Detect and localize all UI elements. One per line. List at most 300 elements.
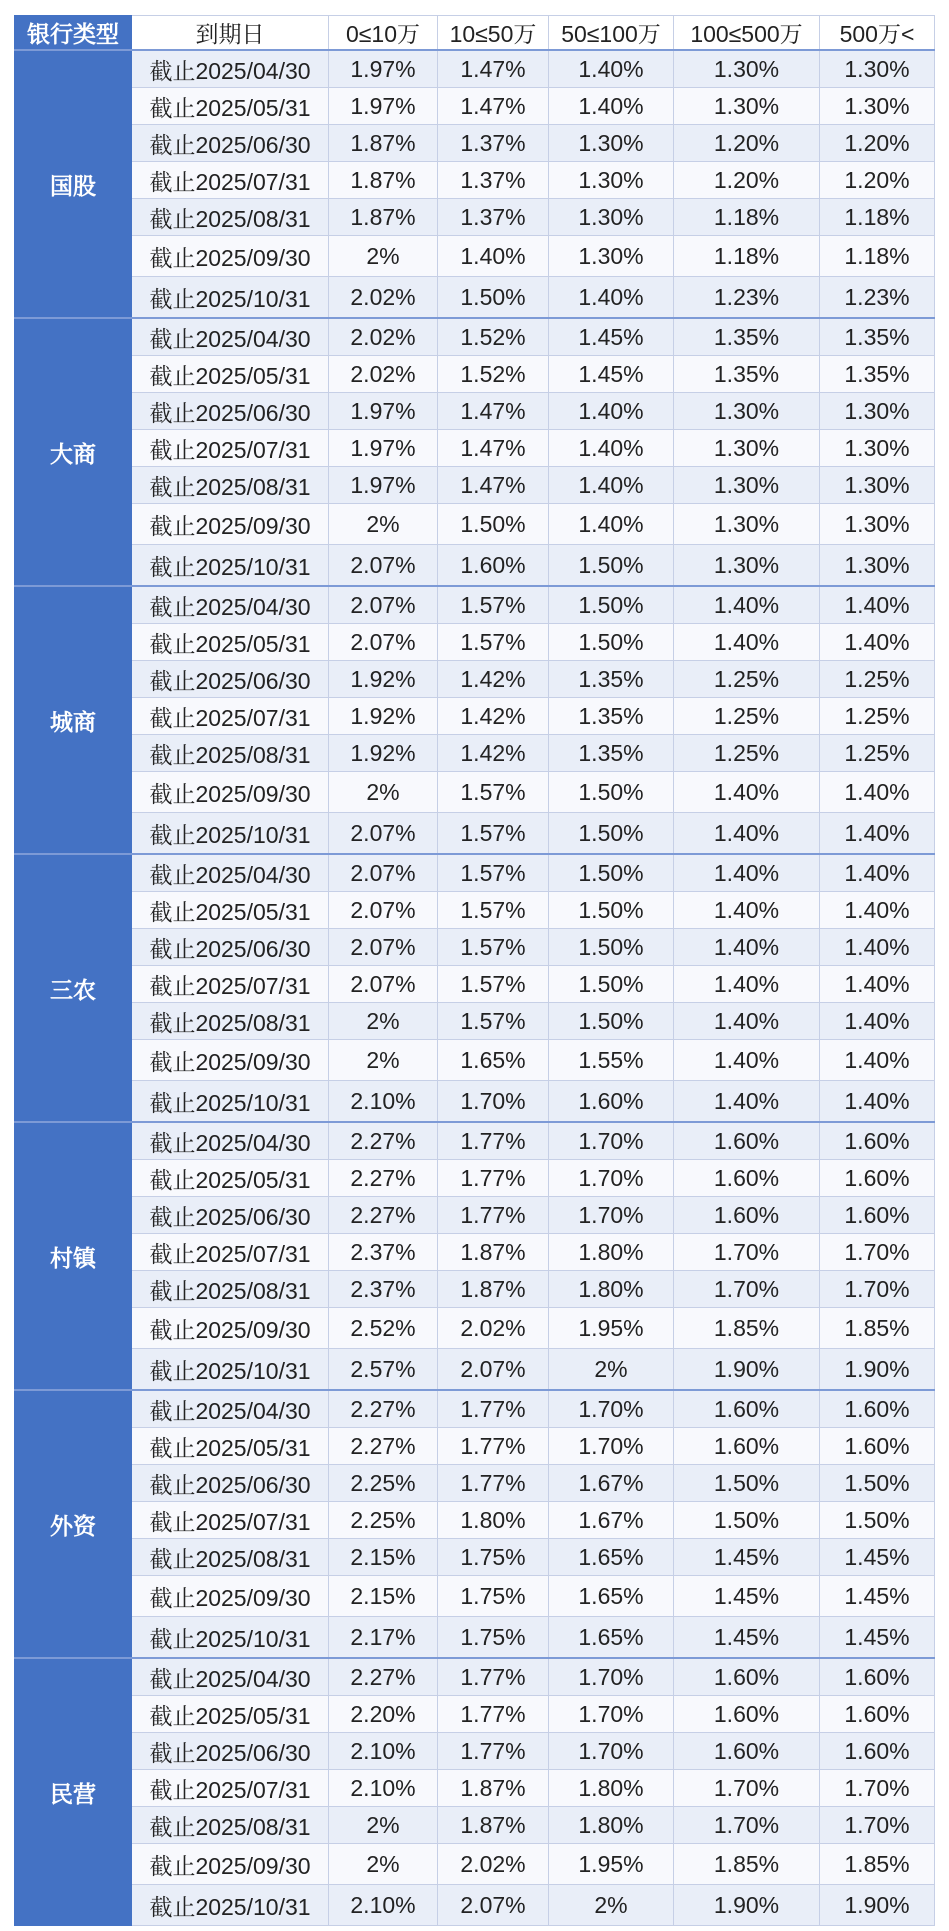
rate-cell: 1.57% xyxy=(438,813,549,855)
table-row xyxy=(15,1234,935,1271)
maturity-date-cell: 截止2025/06/30 xyxy=(132,1465,329,1502)
table-row xyxy=(15,1003,935,1040)
maturity-date-cell: 截止2025/05/31 xyxy=(132,88,329,125)
maturity-date-cell: 截止2025/04/30 xyxy=(132,854,329,892)
rate-cell: 1.57% xyxy=(438,772,549,813)
rate-cell: 1.18% xyxy=(674,236,820,277)
bank-group xyxy=(15,50,935,318)
rate-cell: 1.60% xyxy=(674,1696,820,1733)
rate-cell: 1.70% xyxy=(820,1234,935,1271)
rate-cell: 1.40% xyxy=(820,1081,935,1123)
rate-cell: 2% xyxy=(329,1844,438,1885)
bank-type-cell: 城商 xyxy=(15,586,132,854)
maturity-date-cell: 截止2025/06/30 xyxy=(132,1197,329,1234)
table-row xyxy=(15,1576,935,1617)
rate-cell: 1.57% xyxy=(438,1003,549,1040)
rate-cell: 1.87% xyxy=(329,162,438,199)
rate-cell: 1.65% xyxy=(549,1617,674,1659)
rate-cell: 1.70% xyxy=(549,1390,674,1428)
rate-cell: 1.25% xyxy=(674,661,820,698)
rate-cell: 1.30% xyxy=(820,50,935,88)
rate-cell: 1.85% xyxy=(674,1308,820,1349)
rate-cell: 1.50% xyxy=(549,624,674,661)
rate-cell: 1.70% xyxy=(438,1081,549,1123)
maturity-date-cell: 截止2025/07/31 xyxy=(132,430,329,467)
maturity-date-cell: 截止2025/09/30 xyxy=(132,1844,329,1885)
rate-cell: 1.50% xyxy=(549,966,674,1003)
rate-cell: 1.25% xyxy=(674,698,820,735)
rate-cell: 1.65% xyxy=(549,1576,674,1617)
rate-cell: 1.37% xyxy=(438,162,549,199)
header-tier-500-plus: 500万< xyxy=(820,16,935,51)
rate-cell: 1.60% xyxy=(820,1658,935,1696)
rate-cell: 1.23% xyxy=(674,277,820,319)
maturity-date-cell: 截止2025/07/31 xyxy=(132,698,329,735)
rate-cell: 1.85% xyxy=(820,1844,935,1885)
rate-cell: 1.67% xyxy=(549,1502,674,1539)
rate-cell: 1.47% xyxy=(438,50,549,88)
maturity-date-cell: 截止2025/05/31 xyxy=(132,892,329,929)
rate-cell: 1.40% xyxy=(549,88,674,125)
rate-cell: 1.70% xyxy=(674,1770,820,1807)
rate-cell: 1.77% xyxy=(438,1696,549,1733)
rate-cell: 2.02% xyxy=(438,1308,549,1349)
maturity-date-cell: 截止2025/06/30 xyxy=(132,661,329,698)
rate-cell: 1.60% xyxy=(820,1160,935,1197)
table-row xyxy=(15,125,935,162)
rate-cell: 1.37% xyxy=(438,125,549,162)
table-row xyxy=(15,1885,935,1926)
rate-cell: 1.80% xyxy=(438,1502,549,1539)
table-row xyxy=(15,50,935,88)
rate-cell: 1.20% xyxy=(820,162,935,199)
rate-cell: 1.60% xyxy=(820,1696,935,1733)
table-row xyxy=(15,1271,935,1308)
bank-group xyxy=(15,318,935,586)
rate-cell: 1.52% xyxy=(438,356,549,393)
maturity-date-cell: 截止2025/05/31 xyxy=(132,1428,329,1465)
rate-cell: 1.52% xyxy=(438,318,549,356)
maturity-date-cell: 截止2025/05/31 xyxy=(132,1696,329,1733)
table-row xyxy=(15,813,935,855)
rate-cell: 1.40% xyxy=(674,854,820,892)
rate-cell: 2.07% xyxy=(329,813,438,855)
table-row xyxy=(15,1308,935,1349)
table-row xyxy=(15,735,935,772)
table-row xyxy=(15,1658,935,1696)
rate-cell: 1.35% xyxy=(674,318,820,356)
rate-cell: 2% xyxy=(329,772,438,813)
table-row xyxy=(15,393,935,430)
table-row xyxy=(15,929,935,966)
rate-cell: 1.80% xyxy=(549,1770,674,1807)
bank-type-cell: 三农 xyxy=(15,854,132,1122)
rate-cell: 2.07% xyxy=(329,892,438,929)
rate-cell: 1.20% xyxy=(820,125,935,162)
rate-cell: 2.07% xyxy=(329,966,438,1003)
maturity-date-cell: 截止2025/04/30 xyxy=(132,1122,329,1160)
rate-cell: 1.40% xyxy=(820,1003,935,1040)
maturity-date-cell: 截止2025/04/30 xyxy=(132,1390,329,1428)
table-row xyxy=(15,277,935,319)
rate-cell: 1.60% xyxy=(674,1122,820,1160)
maturity-date-cell: 截止2025/09/30 xyxy=(132,772,329,813)
rate-cell: 1.30% xyxy=(820,88,935,125)
rate-cell: 1.77% xyxy=(438,1122,549,1160)
rate-cell: 1.35% xyxy=(549,661,674,698)
rate-cell: 1.30% xyxy=(674,393,820,430)
rate-cell: 1.50% xyxy=(549,929,674,966)
rate-cell: 1.75% xyxy=(438,1539,549,1576)
maturity-date-cell: 截止2025/06/30 xyxy=(132,393,329,430)
rate-cell: 1.37% xyxy=(438,199,549,236)
rate-cell: 1.55% xyxy=(549,1040,674,1081)
rate-cell: 1.40% xyxy=(674,624,820,661)
rate-cell: 1.30% xyxy=(549,125,674,162)
rate-cell: 1.60% xyxy=(438,545,549,587)
rate-cell: 1.50% xyxy=(674,1465,820,1502)
rate-cell: 1.23% xyxy=(820,277,935,319)
rate-cell: 1.45% xyxy=(674,1576,820,1617)
rate-cell: 1.40% xyxy=(820,854,935,892)
table-row xyxy=(15,1770,935,1807)
table-row xyxy=(15,854,935,892)
maturity-date-cell: 截止2025/10/31 xyxy=(132,1885,329,1926)
rate-cell: 2% xyxy=(329,1040,438,1081)
rate-cell: 1.30% xyxy=(820,393,935,430)
rate-cell: 1.50% xyxy=(438,277,549,319)
rate-cell: 1.40% xyxy=(820,1040,935,1081)
table-row xyxy=(15,430,935,467)
rate-cell: 1.50% xyxy=(438,504,549,545)
rate-cell: 1.35% xyxy=(820,318,935,356)
table-row xyxy=(15,1428,935,1465)
rate-cell: 1.77% xyxy=(438,1390,549,1428)
maturity-date-cell: 截止2025/05/31 xyxy=(132,1160,329,1197)
bank-group xyxy=(15,586,935,854)
rate-cell: 1.70% xyxy=(820,1271,935,1308)
rate-cell: 1.47% xyxy=(438,467,549,504)
rate-cell: 1.18% xyxy=(674,199,820,236)
table-row xyxy=(15,1502,935,1539)
rate-cell: 1.90% xyxy=(674,1885,820,1926)
bank-group xyxy=(15,1658,935,1926)
table-row xyxy=(15,1696,935,1733)
rate-cell: 1.97% xyxy=(329,430,438,467)
bank-type-cell: 民营 xyxy=(15,1658,132,1926)
rate-cell: 1.97% xyxy=(329,50,438,88)
table-row xyxy=(15,545,935,587)
rate-cell: 1.87% xyxy=(438,1234,549,1271)
rate-cell: 1.87% xyxy=(329,125,438,162)
maturity-date-cell: 截止2025/06/30 xyxy=(132,125,329,162)
rate-cell: 1.90% xyxy=(674,1349,820,1391)
rate-cell: 1.20% xyxy=(674,125,820,162)
rate-cell: 1.18% xyxy=(820,199,935,236)
rate-cell: 1.60% xyxy=(674,1197,820,1234)
rate-cell: 1.60% xyxy=(820,1733,935,1770)
bank-group xyxy=(15,854,935,1122)
rate-cell: 2.52% xyxy=(329,1308,438,1349)
rate-cell: 1.92% xyxy=(329,661,438,698)
rate-cell: 1.50% xyxy=(820,1465,935,1502)
rate-cell: 1.30% xyxy=(674,430,820,467)
rate-cell: 2.07% xyxy=(329,586,438,624)
table-row xyxy=(15,356,935,393)
maturity-date-cell: 截止2025/08/31 xyxy=(132,1003,329,1040)
rate-cell: 1.70% xyxy=(549,1197,674,1234)
rate-cell: 2.37% xyxy=(329,1234,438,1271)
rate-cell: 1.57% xyxy=(438,854,549,892)
rate-cell: 2.27% xyxy=(329,1197,438,1234)
maturity-date-cell: 截止2025/08/31 xyxy=(132,735,329,772)
maturity-date-cell: 截止2025/10/31 xyxy=(132,1617,329,1659)
rate-cell: 1.50% xyxy=(549,854,674,892)
rate-cell: 2.27% xyxy=(329,1122,438,1160)
maturity-date-cell: 截止2025/08/31 xyxy=(132,1271,329,1308)
header-tier-50-100: 50≤100万 xyxy=(549,16,674,51)
rate-cell: 1.45% xyxy=(674,1539,820,1576)
rate-cell: 1.30% xyxy=(820,430,935,467)
header-tier-0-10: 0≤10万 xyxy=(329,16,438,51)
maturity-date-cell: 截止2025/07/31 xyxy=(132,1502,329,1539)
maturity-date-cell: 截止2025/10/31 xyxy=(132,1349,329,1391)
table-row xyxy=(15,624,935,661)
rate-cell: 1.65% xyxy=(438,1040,549,1081)
maturity-date-cell: 截止2025/07/31 xyxy=(132,966,329,1003)
rate-cell: 1.60% xyxy=(820,1122,935,1160)
rate-cell: 1.42% xyxy=(438,698,549,735)
rate-cell: 1.87% xyxy=(329,199,438,236)
rate-cell: 1.70% xyxy=(820,1807,935,1844)
rate-cell: 1.30% xyxy=(549,162,674,199)
rate-cell: 1.57% xyxy=(438,624,549,661)
maturity-date-cell: 截止2025/10/31 xyxy=(132,1081,329,1123)
header-row xyxy=(15,16,935,51)
maturity-date-cell: 截止2025/06/30 xyxy=(132,1733,329,1770)
rate-cell: 1.40% xyxy=(820,966,935,1003)
rate-cell: 2.27% xyxy=(329,1428,438,1465)
table-row xyxy=(15,1539,935,1576)
maturity-date-cell: 截止2025/07/31 xyxy=(132,1770,329,1807)
rate-cell: 1.40% xyxy=(674,1040,820,1081)
table-row xyxy=(15,1733,935,1770)
rate-cell: 1.45% xyxy=(820,1539,935,1576)
rate-cell: 1.30% xyxy=(674,88,820,125)
table-row xyxy=(15,1349,935,1391)
rate-cell: 1.45% xyxy=(674,1617,820,1659)
rate-cell: 1.40% xyxy=(674,966,820,1003)
bank-group xyxy=(15,1390,935,1658)
rate-cell: 1.40% xyxy=(674,892,820,929)
rate-cell: 1.60% xyxy=(674,1658,820,1696)
rate-cell: 2.02% xyxy=(329,318,438,356)
rate-cell: 1.45% xyxy=(549,356,674,393)
rate-cell: 2.10% xyxy=(329,1885,438,1926)
rate-cell: 2.37% xyxy=(329,1271,438,1308)
rate-cell: 1.60% xyxy=(820,1428,935,1465)
rate-cell: 1.50% xyxy=(674,1502,820,1539)
maturity-date-cell: 截止2025/05/31 xyxy=(132,624,329,661)
rate-cell: 1.65% xyxy=(549,1539,674,1576)
rate-cell: 1.92% xyxy=(329,698,438,735)
rate-cell: 1.60% xyxy=(820,1197,935,1234)
table-row xyxy=(15,1844,935,1885)
header-tier-10-50: 10≤50万 xyxy=(438,16,549,51)
rate-cell: 1.30% xyxy=(674,467,820,504)
header-maturity-date: 到期日 xyxy=(132,16,329,51)
rate-cell: 2.15% xyxy=(329,1539,438,1576)
rate-cell: 1.95% xyxy=(549,1308,674,1349)
rate-cell: 1.70% xyxy=(549,1733,674,1770)
rate-cell: 1.30% xyxy=(674,504,820,545)
rate-cell: 1.30% xyxy=(549,199,674,236)
bank-group xyxy=(15,1122,935,1390)
rate-cell: 1.30% xyxy=(674,545,820,587)
table-row xyxy=(15,1081,935,1123)
rate-cell: 1.40% xyxy=(674,586,820,624)
rate-cell: 1.60% xyxy=(674,1390,820,1428)
table-row xyxy=(15,661,935,698)
rate-cell: 2% xyxy=(329,504,438,545)
rate-table xyxy=(14,15,935,1926)
rate-cell: 1.40% xyxy=(820,929,935,966)
rate-cell: 1.50% xyxy=(820,1502,935,1539)
rate-cell: 1.80% xyxy=(549,1271,674,1308)
rate-cell: 1.70% xyxy=(674,1271,820,1308)
rate-cell: 1.30% xyxy=(820,545,935,587)
table-row xyxy=(15,1465,935,1502)
maturity-date-cell: 截止2025/04/30 xyxy=(132,586,329,624)
rate-cell: 1.90% xyxy=(820,1349,935,1391)
rate-cell: 2.07% xyxy=(329,624,438,661)
rate-cell: 1.60% xyxy=(674,1428,820,1465)
rate-cell: 1.85% xyxy=(674,1844,820,1885)
rate-cell: 1.40% xyxy=(674,772,820,813)
rate-cell: 1.35% xyxy=(549,735,674,772)
rate-cell: 1.92% xyxy=(329,735,438,772)
rate-cell: 2.07% xyxy=(438,1349,549,1391)
bank-type-cell: 国股 xyxy=(15,50,132,318)
rate-cell: 2% xyxy=(329,236,438,277)
rate-cell: 2.27% xyxy=(329,1390,438,1428)
bank-type-cell: 外资 xyxy=(15,1390,132,1658)
rate-cell: 1.40% xyxy=(820,772,935,813)
rate-cell: 1.70% xyxy=(549,1160,674,1197)
maturity-date-cell: 截止2025/05/31 xyxy=(132,356,329,393)
table-row xyxy=(15,1197,935,1234)
rate-cell: 1.67% xyxy=(549,1465,674,1502)
rate-cell: 1.60% xyxy=(674,1733,820,1770)
rate-cell: 1.40% xyxy=(674,929,820,966)
rate-cell: 1.50% xyxy=(549,772,674,813)
rate-cell: 1.60% xyxy=(549,1081,674,1123)
rate-cell: 1.70% xyxy=(674,1807,820,1844)
rate-cell: 2% xyxy=(329,1003,438,1040)
maturity-date-cell: 截止2025/04/30 xyxy=(132,318,329,356)
rate-cell: 2.20% xyxy=(329,1696,438,1733)
rate-cell: 2.10% xyxy=(329,1733,438,1770)
rate-cell: 1.90% xyxy=(820,1885,935,1926)
rate-cell: 1.70% xyxy=(549,1658,674,1696)
table-row xyxy=(15,1617,935,1659)
maturity-date-cell: 截止2025/04/30 xyxy=(132,50,329,88)
rate-cell: 1.80% xyxy=(549,1807,674,1844)
table-row xyxy=(15,199,935,236)
rate-cell: 1.77% xyxy=(438,1428,549,1465)
rate-cell: 1.57% xyxy=(438,892,549,929)
rate-cell: 2.02% xyxy=(438,1844,549,1885)
rate-cell: 1.70% xyxy=(549,1122,674,1160)
rate-cell: 2.07% xyxy=(329,929,438,966)
rate-cell: 1.42% xyxy=(438,661,549,698)
rate-cell: 1.77% xyxy=(438,1197,549,1234)
rate-cell: 2.15% xyxy=(329,1576,438,1617)
rate-cell: 1.60% xyxy=(820,1390,935,1428)
rate-cell: 1.75% xyxy=(438,1617,549,1659)
rate-cell: 1.77% xyxy=(438,1465,549,1502)
rate-cell: 1.40% xyxy=(549,467,674,504)
maturity-date-cell: 截止2025/07/31 xyxy=(132,162,329,199)
rate-cell: 1.25% xyxy=(820,661,935,698)
rate-cell: 2.27% xyxy=(329,1160,438,1197)
table-row xyxy=(15,698,935,735)
rate-cell: 1.40% xyxy=(549,277,674,319)
rate-cell: 2.25% xyxy=(329,1465,438,1502)
rate-cell: 1.20% xyxy=(674,162,820,199)
rate-cell: 1.35% xyxy=(820,356,935,393)
maturity-date-cell: 截止2025/09/30 xyxy=(132,1308,329,1349)
rate-cell: 1.40% xyxy=(549,50,674,88)
rate-cell: 1.40% xyxy=(674,813,820,855)
rate-cell: 2.07% xyxy=(329,854,438,892)
rate-cell: 1.25% xyxy=(820,735,935,772)
maturity-date-cell: 截止2025/10/31 xyxy=(132,277,329,319)
table-row xyxy=(15,467,935,504)
rate-cell: 1.25% xyxy=(674,735,820,772)
rate-cell: 1.77% xyxy=(438,1733,549,1770)
rate-cell: 1.97% xyxy=(329,88,438,125)
rate-cell: 1.97% xyxy=(329,467,438,504)
rate-cell: 1.25% xyxy=(820,698,935,735)
rate-cell: 2.27% xyxy=(329,1658,438,1696)
table-row xyxy=(15,88,935,125)
rate-cell: 2% xyxy=(549,1885,674,1926)
rate-cell: 1.50% xyxy=(549,892,674,929)
rate-cell: 1.75% xyxy=(438,1576,549,1617)
rate-cell: 1.50% xyxy=(549,586,674,624)
rate-cell: 1.18% xyxy=(820,236,935,277)
rate-cell: 1.30% xyxy=(820,504,935,545)
rate-cell: 1.40% xyxy=(820,586,935,624)
table-row xyxy=(15,772,935,813)
rate-cell: 1.47% xyxy=(438,430,549,467)
rate-cell: 1.50% xyxy=(549,545,674,587)
maturity-date-cell: 截止2025/09/30 xyxy=(132,1040,329,1081)
rate-table-container xyxy=(14,15,934,1926)
header-bank-type: 银行类型 xyxy=(15,16,132,51)
rate-cell: 1.47% xyxy=(438,393,549,430)
maturity-date-cell: 截止2025/08/31 xyxy=(132,199,329,236)
bank-type-cell: 村镇 xyxy=(15,1122,132,1390)
rate-cell: 1.70% xyxy=(820,1770,935,1807)
rate-cell: 1.85% xyxy=(820,1308,935,1349)
rate-cell: 1.95% xyxy=(549,1844,674,1885)
maturity-date-cell: 截止2025/08/31 xyxy=(132,1539,329,1576)
rate-cell: 1.87% xyxy=(438,1271,549,1308)
rate-cell: 1.70% xyxy=(674,1234,820,1271)
rate-cell: 2.10% xyxy=(329,1770,438,1807)
